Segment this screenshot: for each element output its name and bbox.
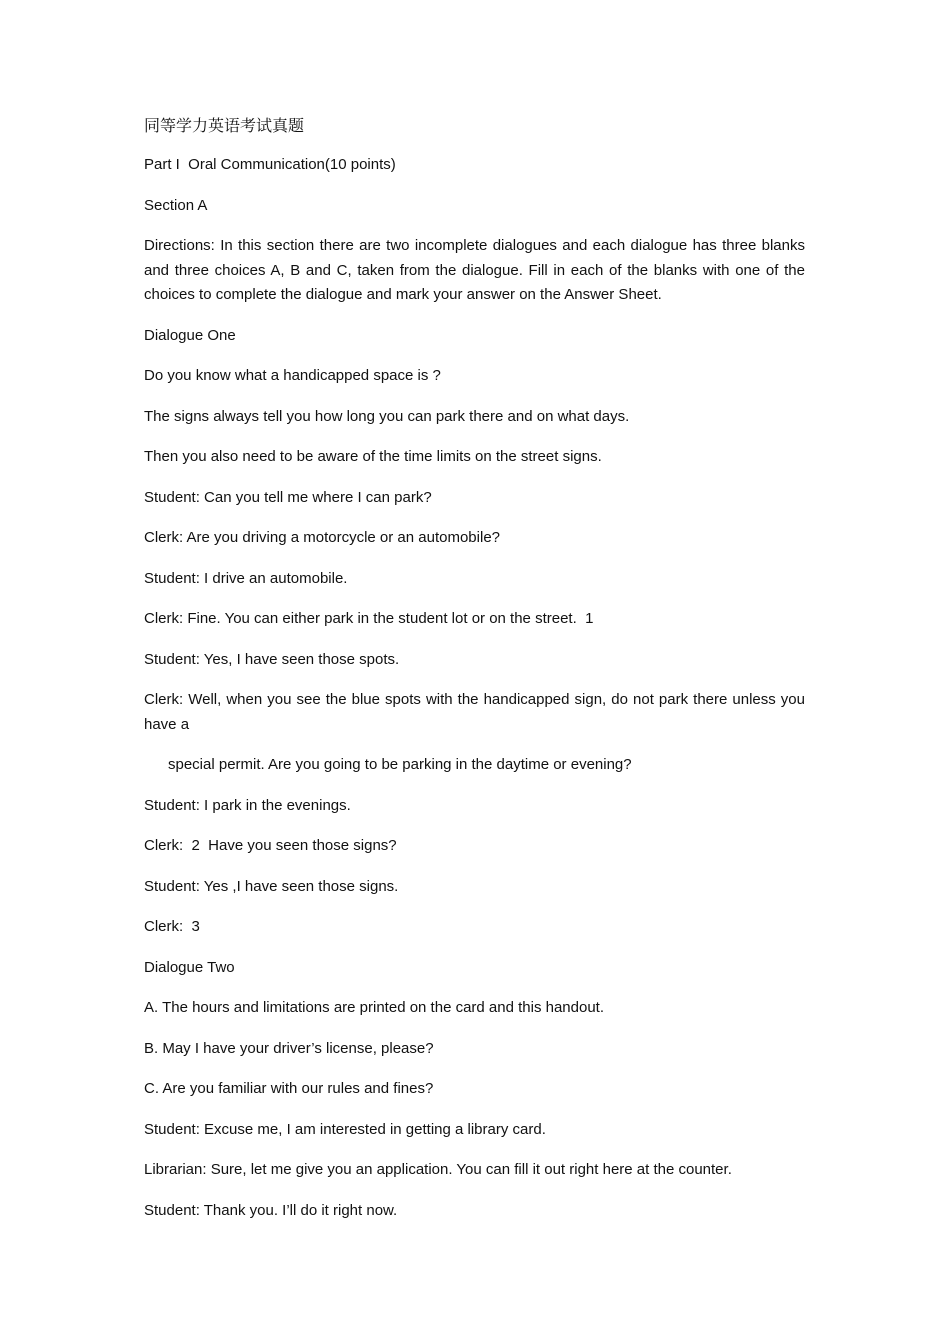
- dialogue-line: Clerk: Are you driving a motorcycle or an automobile?: [144, 529, 501, 546]
- dialogue-line: Student: Thank you. I’ll do it right now.: [144, 1201, 398, 1219]
- dialogue-line: Student: Excuse me, I am interested in getting a library card.: [144, 1120, 546, 1138]
- dialogue-line: Student: Yes, I have seen those spots.: [144, 650, 400, 668]
- choice-item: A. The hours and limitations are printed on the card and this handout.: [144, 999, 605, 1016]
- dialogue-line: Student: Yes ,I have seen those signs.: [144, 877, 399, 895]
- dialogue-two-heading: Dialogue Two: [144, 958, 235, 976]
- dialogue-line: Librarian: Sure, let me give you an application. You can fill it out right here at the counter.: [144, 1161, 732, 1178]
- document-body: [144, 114, 810, 1239]
- dialogue-line: Student: I park in the evenings.: [144, 796, 351, 814]
- dialogue-one-heading: Dialogue One: [144, 326, 236, 344]
- section-heading: Section A: [144, 196, 208, 214]
- part-heading: Part I Oral Communication(10 points): [144, 156, 396, 173]
- dialogue-line-continuation: special permit. Are you going to be parking in the daytime or evening?: [168, 756, 632, 773]
- document-title: 同等学力英语考试真题: [144, 116, 305, 135]
- dialogue-line: Student: Can you tell me where I can park?: [144, 488, 432, 506]
- dialogue-line: Clerk: Fine. You can either park in the student lot or on the street. 1: [144, 610, 594, 627]
- dialogue-line: The signs always tell you how long you can park there and on what days.: [144, 407, 630, 425]
- directions-paragraph: Directions: In this section there are two incomplete dialogues and each dialogue has three blanks and three choices A, B and C, taken from the dialogue. Fill in each of the blanks with one of the choices to complete the dialogue and mark your answer on the Answer Sheet.: [144, 237, 810, 303]
- dialogue-line: Clerk: Well, when you see the blue spots with the handicapped sign, do not park there unless you have a: [144, 691, 810, 733]
- dialogue-line: Do you know what a handicapped space is ?: [144, 367, 441, 384]
- choice-item: B. May I have your driver’s license, please?: [144, 1039, 434, 1057]
- choice-item: C. Are you familiar with our rules and fines?: [144, 1080, 434, 1097]
- dialogue-line: Student: I drive an automobile.: [144, 569, 348, 587]
- dialogue-line: Then you also need to be aware of the time limits on the street signs.: [144, 448, 602, 465]
- dialogue-line: Clerk: 3: [144, 918, 200, 935]
- dialogue-line: Clerk: 2 Have you seen those signs?: [144, 837, 397, 854]
